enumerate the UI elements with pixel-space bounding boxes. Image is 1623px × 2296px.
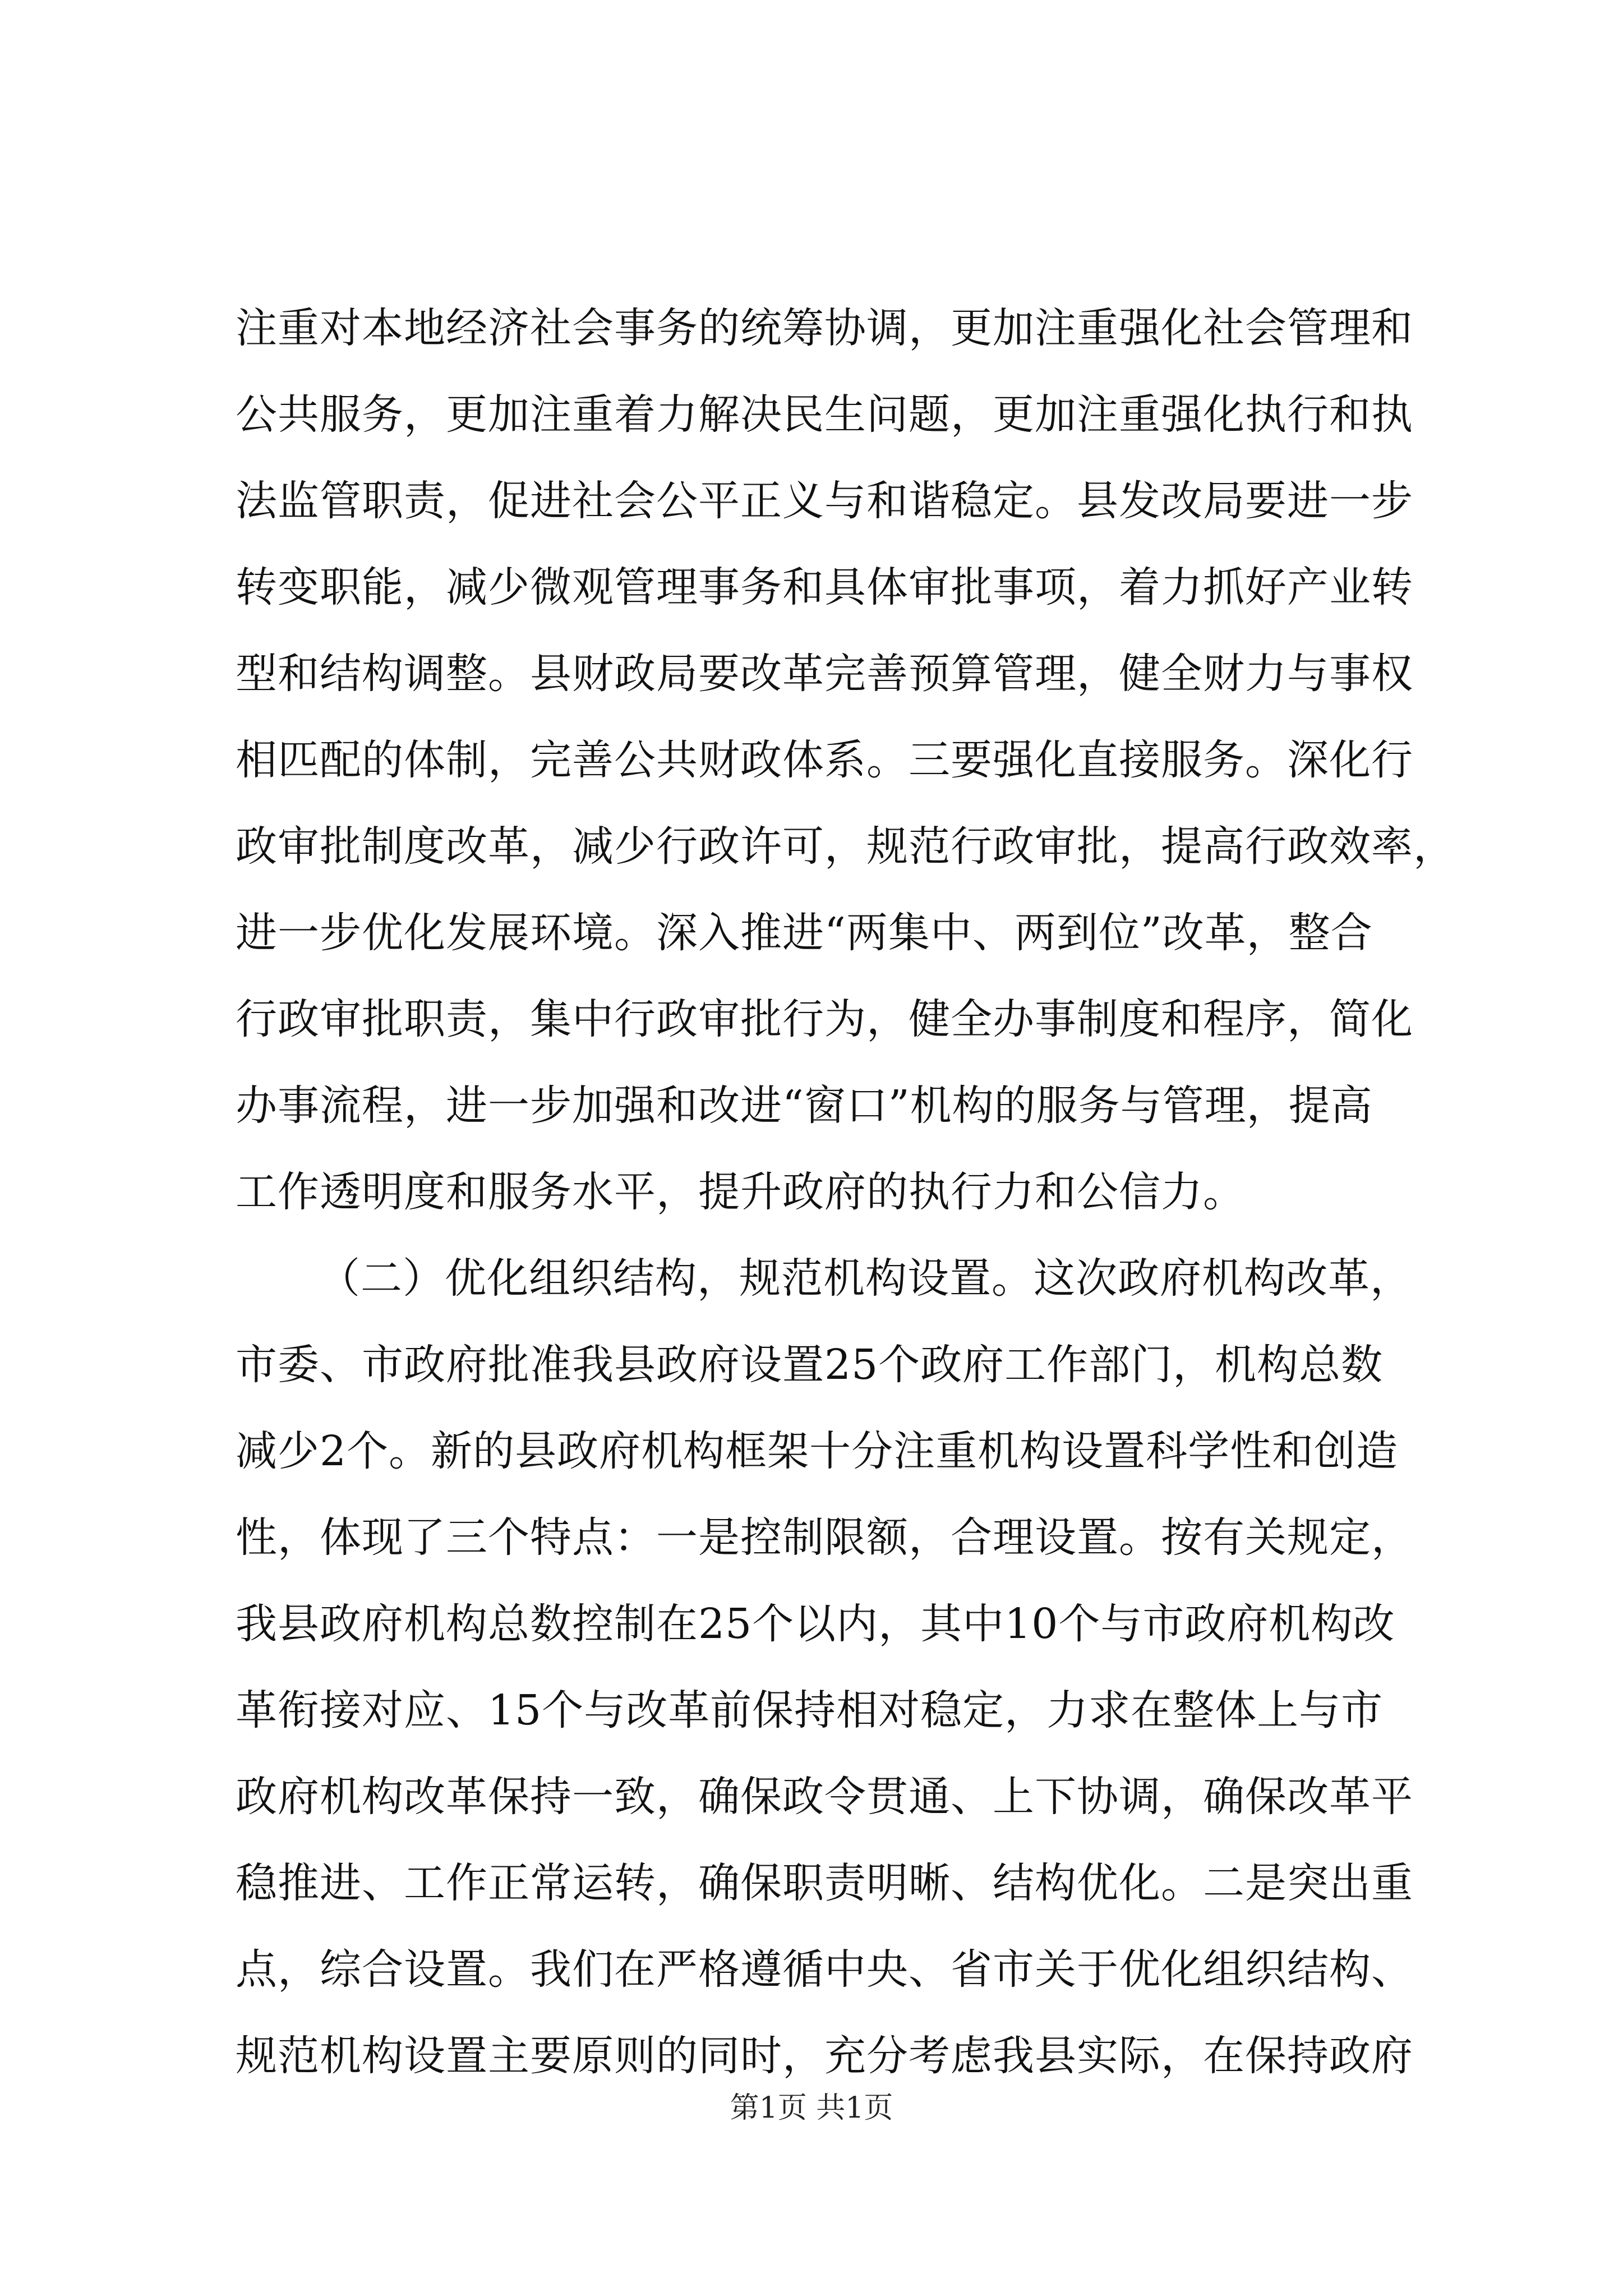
document-body — [236, 285, 1455, 2099]
text-line: 规范机构设置主要原则的同时，充分考虑我县实际，在保持政府 — [236, 2032, 1413, 2080]
text-line: 进一步优化发展环境。深入推进“两集中、两到位”改革，整合 — [236, 909, 1373, 957]
text-line: 转变职能，减少微观管理事务和具体审批事项，着力抓好产业转 — [236, 563, 1413, 611]
text-line: 办事流程，进一步加强和改进“窗口”机构的服务与管理，提高 — [236, 1082, 1373, 1130]
text-line: 革衔接对应、15个与改革前保持相对稳定，力求在整体上与市 — [236, 1686, 1384, 1734]
text-line: 减少2个。新的县政府机构框架十分注重机构设置科学性和创造 — [236, 1427, 1399, 1475]
text-line: 政审批制度改革，减少行政许可，规范行政审批，提高行政效率， — [236, 822, 1455, 871]
text-line: 性，体现了三个特点：一是控制限额，合理设置。按有关规定， — [236, 1513, 1413, 1562]
text-line: 注重对本地经济社会事务的统筹协调，更加注重强化社会管理和 — [236, 304, 1413, 352]
text-line: 点，综合设置。我们在严格遵循中央、省市关于优化组织结构、 — [236, 1945, 1413, 1994]
text-line: 相匹配的体制，完善公共财政体系。三要强化直接服务。深化行 — [236, 736, 1413, 784]
text-line: 型和结构调整。县财政局要改革完善预算管理，健全财力与事权 — [236, 650, 1413, 698]
text-line: 政府机构改革保持一致，确保政令贯通、上下协调，确保改革平 — [236, 1773, 1413, 1821]
paragraph-start-line: （二）优化组织结构，规范机构设置。这次政府机构改革， — [319, 1254, 1412, 1303]
text-line: 稳推进、工作正常运转，确保职责明晰、结构优化。二是突出重 — [236, 1859, 1413, 1907]
page-footer: 第1页 共1页 — [730, 2091, 893, 2125]
text-line: 行政审批职责，集中行政审批行为，健全办事制度和程序，简化 — [236, 995, 1413, 1043]
text-line: 公共服务，更加注重着力解决民生问题，更加注重强化执行和执 — [236, 390, 1413, 439]
text-line: 法监管职责，促进社会公平正义与和谐稳定。县发改局要进一步 — [236, 477, 1413, 525]
text-line: 市委、市政府批准我县政府设置25个政府工作部门，机构总数 — [236, 1341, 1384, 1389]
text-line: 工作透明度和服务水平，提升政府的执行力和公信力。 — [236, 1168, 1245, 1216]
text-line: 我县政府机构总数控制在25个以内，其中10个与市政府机构改 — [236, 1600, 1395, 1648]
